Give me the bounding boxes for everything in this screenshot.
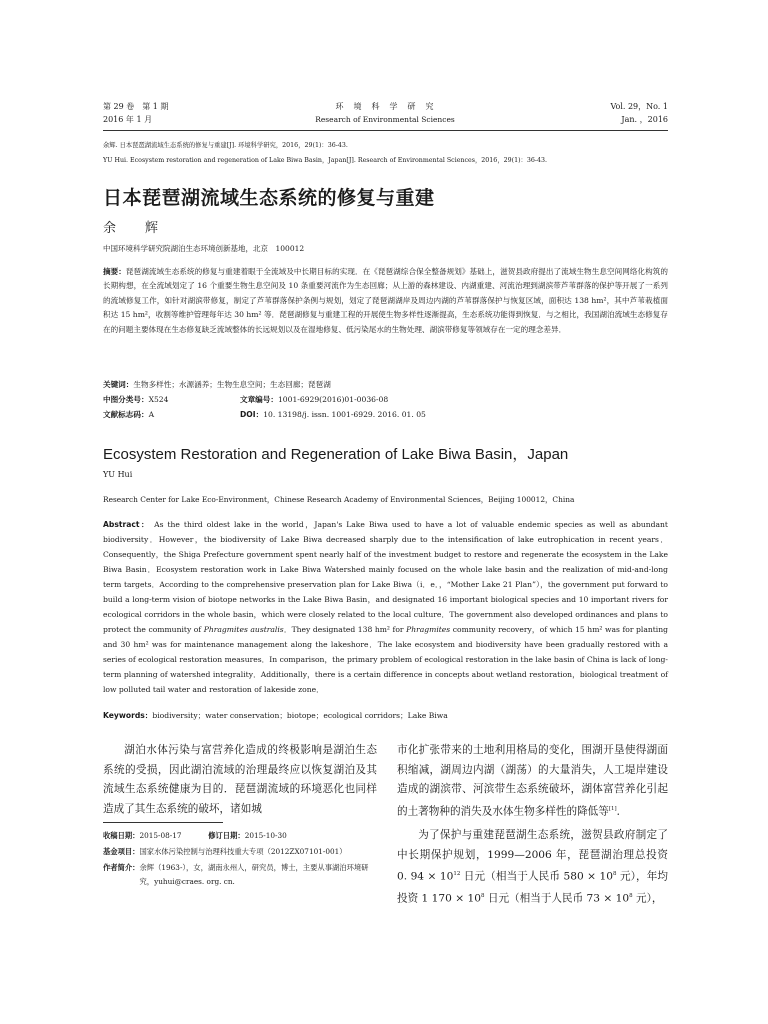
body-right-p2e: 元），	[632, 892, 663, 905]
received-label: 收稿日期：	[103, 831, 140, 840]
article-no-value: 1001-6929(2016)01-0036-08	[277, 395, 389, 404]
abstract-en-p3: community recovery，of which 15 hm² was for planting and 30 hm² was for maintenance management along the lakeshore．The lake ecosystem and biodiversity have been gradually restored with a series of ecological restoration measures．In comparison，the primary problem of ecological restoration in the lake basin of China is lack of long-term planning of watershed integrality．Additionally，there is a certain difference in concepts about wetland restoration，biological treatment of low polluted tail water and restoration of lakeside zone．	[103, 625, 668, 694]
author-cn: 余 辉	[103, 221, 167, 236]
footnote-rule	[103, 822, 223, 823]
author-bio-text: 余辉（1963-），女，湖南永州人，研究员，博士，主要从事湖泊环境研究，yuhui@craes. org. cn.	[139, 863, 369, 886]
received-date: 2015-08-17	[139, 831, 182, 840]
citation-en: YU Hui. Ecosystem restoration and regeneration of Lake Biwa Basin，Japan[J]. Research of Environmental Sciences，2016，29(1)：36-43.	[103, 157, 547, 164]
keywords-en-text: biodiversity；water conservation；biotope；ecological corridors；Lake Biwa	[152, 711, 448, 720]
body-right-p2a: 为了保护与重建琵琶湖生态系统，滋贺县政府制定了中长期保护规划，1999—2006 年，琵琶湖治理总投资 0. 94 × 10	[397, 829, 668, 883]
abstract-en-p1: As the third oldest lake in the world，Japan's Lake Biwa used to have a lot of valuable endemic species as well as abundant biodiversity．However，the biodiversity of Lake Biwa decreased sharply due to the intensification of lake eutrophication in recent years．Consequently，the Shiga Prefecture government spent nearly half of the investment budget to restore and regenerate the ecosystem in the Lake Biwa Basin．Ecosystem restoration work in Lake Biwa Watershed mainly focused on the whole lake basin and the realization of mid-and-long term targets．According to the comprehensive preservation plan for Lake Biwa（i．e．，“Mother Lake 21 Plan”），the government put forward to build a long-term vision of biotope networks in the Lake Biwa Basin，and designated 16 important biological species and 10 important rivers for ecological corridors in the whole basin，which were closely related to the local culture．The government also developed ordinances and plans to protect the community of	[103, 520, 668, 634]
revised-date: 2015-10-30	[244, 831, 287, 840]
article-no	[240, 393, 388, 407]
doc-code-value: A	[148, 410, 155, 419]
title-en: Ecosystem Restoration and Regeneration of Lake Biwa Basin，Japan	[103, 446, 569, 463]
author-bio-label: 作者简介：	[103, 863, 140, 872]
exponent-4: 8	[629, 893, 633, 900]
abstract-cn	[103, 265, 668, 337]
body-right-p2d: 日元（相当于人民币 73 × 10	[484, 892, 630, 905]
fund-label: 基金项目：	[103, 847, 140, 856]
abstract-en-italic1: Phragmites australis	[203, 625, 284, 634]
fund-text: 国家水体污染控制与治理科技重大专项（2012ZX07101-001）	[139, 847, 347, 856]
clc	[103, 393, 168, 407]
abstract-en-italic2: Phragmites	[406, 625, 451, 634]
date-cn: 2016 年 1 月	[103, 115, 153, 124]
body-right-p1a: 市化扩张带来的土地利用格局的变化，围湖开垦使得湖面积缩减，湖周边内湖（湖荡）的大量消失，人工堤岸建设造成的湖滨带、河滨带生态系统破坏，湖体富营养化引起的土著物种的消失及水体生物多样性的降低等	[397, 744, 668, 818]
keywords-cn-label: 关键词：	[103, 380, 134, 389]
body-right-p1	[397, 741, 668, 822]
doc-code	[103, 408, 154, 422]
author-bio-row	[103, 861, 379, 889]
doi-label: DOI：	[240, 410, 264, 419]
journal-cn: 环 境 科 学 研 究	[335, 102, 435, 111]
header-rule	[103, 130, 668, 131]
reference-1: [1]	[608, 805, 617, 812]
abstract-en	[103, 517, 668, 697]
author-en: YU Hui	[103, 470, 133, 479]
doc-code-label: 文献标志码：	[103, 410, 149, 419]
fund-row	[103, 845, 379, 859]
doi	[240, 408, 426, 422]
keywords-en	[103, 709, 668, 723]
body-left: 湖泊水体污染与富营养化造成的终极影响是湖泊生态系统的受损，因此湖泊流域的治理最终应以恢复湖泊及其流域生态系统健康为目的．琵琶湖流域的环境恶化也同样造成了其生态系统的破坏，诸如城	[103, 744, 377, 815]
affiliation-cn: 中国环境科学研究院湖泊生态环境创新基地，北京 100012	[103, 244, 305, 253]
abstract-cn-text: 琵琶湖流域生态系统的修复与重建着眼于全流域及中长期目标的实现．在《琵琶湖综合保全整备规划》基础上，滋贺县政府提出了流域生物生息空间网络化构筑的长期构想，在全流域划定了 16 个重要生物生息空间及 10 条重要河流作为生态回廊；从上游的森林建设、内湖重建、河流治理到湖滨带芦苇群落的保护等开展了一系列的流域修复工作，如针对湖滨带修复，制定了芦苇群落保护条例与规划，划定了琵琶湖湖岸及周边内湖的芦苇群落保护与恢复区域，面积达 138 hm²，其中芦苇栽植面积达 15 hm²，收割等维护管理每年达 30 hm² 等．琵琶湖修复与重建工程的开展使生物多样性逐渐提高，生态系统功能得到恢复．与之相比，我国湖泊流域生态修复存在的问题主要体现在生态修复缺乏流域整体的长远规划以及在湿地修复、低污染尾水的生物处理、湖滨带修复等领域存在一定的理念差异．	[103, 267, 669, 334]
abstract-en-label: Abstract：	[103, 520, 151, 529]
volume-issue: 第 29 卷 第 1 期	[103, 102, 169, 111]
journal-en: Research of Environmental Sciences	[315, 115, 455, 124]
clc-value: X524	[148, 395, 169, 404]
keywords-cn-text: 生物多样性；水源涵养；生物生息空间；生态回廊；琵琶湖	[133, 380, 331, 389]
affiliation-en: Research Center for Lake Eco-Environment，Chinese Research Academy of Environmental Sciences，Beijing 100012，China	[103, 495, 575, 504]
article-no-label: 文章编号：	[240, 395, 278, 404]
received-row	[103, 829, 379, 843]
body-right-p2	[397, 826, 668, 909]
date-en: Jan. ，2016	[621, 115, 668, 124]
footnotes	[103, 829, 379, 889]
keywords-cn	[103, 378, 668, 392]
abstract-en-p2: ．They designated 138 hm² for	[283, 625, 404, 634]
volume-en: Vol. 29，No. 1	[610, 102, 668, 111]
title-cn: 日本琵琶湖流域生态系统的修复与重建	[103, 187, 435, 209]
keywords-en-label: Keywords：	[103, 711, 153, 720]
abstract-cn-label: 摘要：	[103, 267, 126, 276]
body-right-p2c: 元），年均投资 1 170 × 10	[397, 870, 669, 905]
clc-label: 中图分类号：	[103, 395, 149, 404]
body-right-p1b: ．	[616, 805, 628, 818]
exponent-3: 8	[480, 893, 485, 900]
exponent-2: 8	[612, 871, 617, 877]
exponent-1: 12	[453, 871, 461, 877]
revised-label: 修订日期：	[208, 831, 245, 840]
doi-value: 10. 13198/j. issn. 1001-6929. 2016. 01. 05	[263, 410, 426, 419]
body-right-p2b: 日元（相当于人民币 580 × 10	[460, 870, 613, 883]
citation-cn: 余辉. 日本琵琶湖流域生态系统的修复与重建[J]. 环境科学研究，2016，29(1)：36-43.	[103, 142, 348, 149]
